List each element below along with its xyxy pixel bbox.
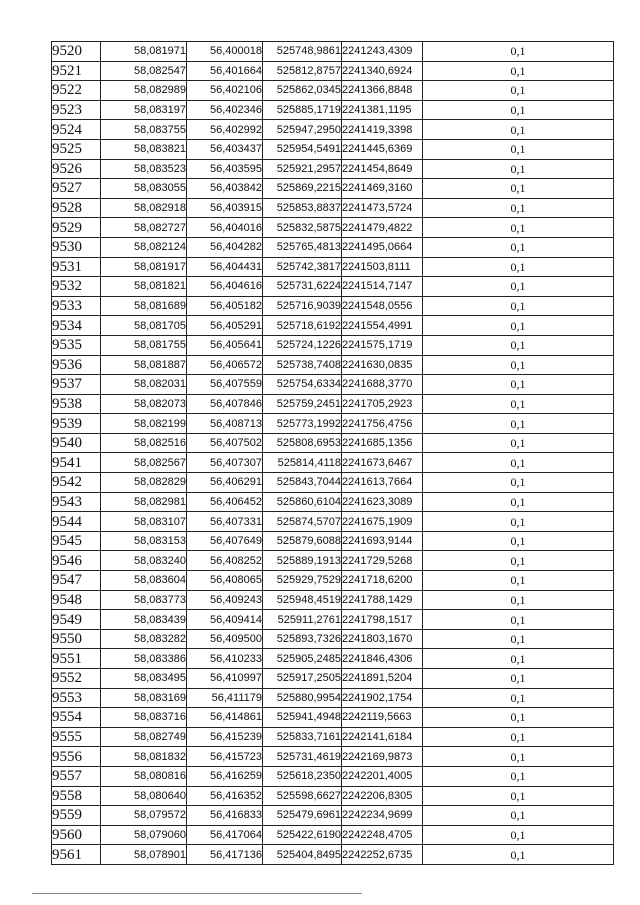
point-number-cell: 9542 (52, 473, 101, 493)
point-number-cell: 9544 (52, 512, 101, 532)
y-coordinate-cell: 2241846,4306 (342, 649, 423, 669)
table-row (52, 139, 614, 159)
y-coordinate-cell: 2241479,4822 (342, 218, 423, 238)
longitude-cell: 56,417064 (187, 825, 263, 845)
latitude-cell: 58,081755 (101, 335, 187, 355)
longitude-cell: 56,402992 (187, 120, 263, 140)
accuracy-cell: 0,1 (423, 237, 614, 257)
accuracy-cell: 0,1 (423, 316, 614, 336)
longitude-cell: 56,405641 (187, 335, 263, 355)
y-coordinate-cell: 2241803,1670 (342, 629, 423, 649)
table-row (52, 394, 614, 414)
accuracy-cell: 0,1 (423, 375, 614, 395)
x-coordinate-cell: 525833,7161 (263, 727, 342, 747)
y-coordinate-cell: 2242169,9873 (342, 747, 423, 767)
y-coordinate-cell: 2241469,3160 (342, 179, 423, 199)
y-coordinate-cell: 2241705,2923 (342, 394, 423, 414)
x-coordinate-cell: 525812,8757 (263, 61, 342, 81)
latitude-cell: 58,081821 (101, 277, 187, 297)
y-coordinate-cell: 2241554,4991 (342, 316, 423, 336)
longitude-cell: 56,403915 (187, 198, 263, 218)
table-row (52, 335, 614, 355)
table-row (52, 669, 614, 689)
longitude-cell: 56,406291 (187, 473, 263, 493)
table-row (52, 316, 614, 336)
accuracy-cell: 0,1 (423, 747, 614, 767)
y-coordinate-cell: 2241548,0556 (342, 296, 423, 316)
latitude-cell: 58,082989 (101, 81, 187, 101)
latitude-cell: 58,083282 (101, 629, 187, 649)
table-row (52, 414, 614, 434)
latitude-cell: 58,083821 (101, 139, 187, 159)
x-coordinate-cell: 525941,4948 (263, 708, 342, 728)
point-number-cell: 9540 (52, 433, 101, 453)
accuracy-cell: 0,1 (423, 433, 614, 453)
point-number-cell: 9554 (52, 708, 101, 728)
x-coordinate-cell: 525754,6334 (263, 375, 342, 395)
accuracy-cell: 0,1 (423, 512, 614, 532)
accuracy-cell: 0,1 (423, 571, 614, 591)
table-row (52, 61, 614, 81)
longitude-cell: 56,408252 (187, 551, 263, 571)
accuracy-cell: 0,1 (423, 218, 614, 238)
longitude-cell: 56,405182 (187, 296, 263, 316)
point-number-cell: 9521 (52, 61, 101, 81)
y-coordinate-cell: 2241419,3398 (342, 120, 423, 140)
y-coordinate-cell: 2241630,0835 (342, 355, 423, 375)
table-row (52, 120, 614, 140)
longitude-cell: 56,408713 (187, 414, 263, 434)
latitude-cell: 58,083386 (101, 649, 187, 669)
y-coordinate-cell: 2241685,1356 (342, 433, 423, 453)
table-row (52, 81, 614, 101)
point-number-cell: 9530 (52, 237, 101, 257)
point-number-cell: 9541 (52, 453, 101, 473)
y-coordinate-cell: 2241613,7664 (342, 473, 423, 493)
longitude-cell: 56,407307 (187, 453, 263, 473)
x-coordinate-cell: 525954,5491 (263, 139, 342, 159)
longitude-cell: 56,415723 (187, 747, 263, 767)
point-number-cell: 9532 (52, 277, 101, 297)
y-coordinate-cell: 2241756,4756 (342, 414, 423, 434)
latitude-cell: 58,083495 (101, 669, 187, 689)
latitude-cell: 58,081917 (101, 257, 187, 277)
table-row (52, 747, 614, 767)
longitude-cell: 56,407846 (187, 394, 263, 414)
y-coordinate-cell: 2241718,6200 (342, 571, 423, 591)
x-coordinate-cell: 525879,6088 (263, 531, 342, 551)
point-number-cell: 9552 (52, 669, 101, 689)
latitude-cell: 58,080640 (101, 786, 187, 806)
table-row (52, 708, 614, 728)
longitude-cell: 56,402346 (187, 100, 263, 120)
accuracy-cell: 0,1 (423, 120, 614, 140)
point-number-cell: 9559 (52, 806, 101, 826)
y-coordinate-cell: 2242234,9699 (342, 806, 423, 826)
longitude-cell: 56,416352 (187, 786, 263, 806)
accuracy-cell: 0,1 (423, 473, 614, 493)
x-coordinate-cell: 525404,8495 (263, 845, 342, 865)
point-number-cell: 9558 (52, 786, 101, 806)
latitude-cell: 58,081832 (101, 747, 187, 767)
y-coordinate-cell: 2241243,4309 (342, 42, 423, 62)
accuracy-cell: 0,1 (423, 139, 614, 159)
point-number-cell: 9522 (52, 81, 101, 101)
table-row (52, 473, 614, 493)
point-number-cell: 9527 (52, 179, 101, 199)
longitude-cell: 56,407331 (187, 512, 263, 532)
x-coordinate-cell: 525885,1719 (263, 100, 342, 120)
accuracy-cell: 0,1 (423, 590, 614, 610)
point-number-cell: 9560 (52, 825, 101, 845)
x-coordinate-cell: 525808,6953 (263, 433, 342, 453)
y-coordinate-cell: 2242119,5663 (342, 708, 423, 728)
x-coordinate-cell: 525843,7044 (263, 473, 342, 493)
point-number-cell: 9550 (52, 629, 101, 649)
x-coordinate-cell: 525718,6192 (263, 316, 342, 336)
x-coordinate-cell: 525862,0345 (263, 81, 342, 101)
accuracy-cell: 0,1 (423, 649, 614, 669)
y-coordinate-cell: 2242248,4705 (342, 825, 423, 845)
y-coordinate-cell: 2241454,8649 (342, 159, 423, 179)
latitude-cell: 58,083716 (101, 708, 187, 728)
table-row (52, 257, 614, 277)
table-row (52, 571, 614, 591)
accuracy-cell: 0,1 (423, 806, 614, 826)
latitude-cell: 58,083055 (101, 179, 187, 199)
latitude-cell: 58,083523 (101, 159, 187, 179)
accuracy-cell: 0,1 (423, 100, 614, 120)
table-row (52, 355, 614, 375)
latitude-cell: 58,082031 (101, 375, 187, 395)
point-number-cell: 9534 (52, 316, 101, 336)
accuracy-cell: 0,1 (423, 414, 614, 434)
longitude-cell: 56,407649 (187, 531, 263, 551)
x-coordinate-cell: 525853,8837 (263, 198, 342, 218)
x-coordinate-cell: 525618,2350 (263, 766, 342, 786)
longitude-cell: 56,411179 (187, 688, 263, 708)
point-number-cell: 9523 (52, 100, 101, 120)
longitude-cell: 56,417136 (187, 845, 263, 865)
accuracy-cell: 0,1 (423, 492, 614, 512)
table-row (52, 551, 614, 571)
longitude-cell: 56,406572 (187, 355, 263, 375)
x-coordinate-cell: 525905,2485 (263, 649, 342, 669)
accuracy-cell: 0,1 (423, 257, 614, 277)
latitude-cell: 58,083604 (101, 571, 187, 591)
longitude-cell: 56,404282 (187, 237, 263, 257)
longitude-cell: 56,404431 (187, 257, 263, 277)
longitude-cell: 56,402106 (187, 81, 263, 101)
y-coordinate-cell: 2241340,6924 (342, 61, 423, 81)
x-coordinate-cell: 525917,2505 (263, 669, 342, 689)
table-row (52, 42, 614, 62)
longitude-cell: 56,416833 (187, 806, 263, 826)
accuracy-cell: 0,1 (423, 355, 614, 375)
point-number-cell: 9551 (52, 649, 101, 669)
accuracy-cell: 0,1 (423, 688, 614, 708)
y-coordinate-cell: 2241473,5724 (342, 198, 423, 218)
accuracy-cell: 0,1 (423, 296, 614, 316)
longitude-cell: 56,403842 (187, 179, 263, 199)
x-coordinate-cell: 525869,2215 (263, 179, 342, 199)
accuracy-cell: 0,1 (423, 335, 614, 355)
latitude-cell: 58,083197 (101, 100, 187, 120)
point-number-cell: 9520 (52, 42, 101, 62)
y-coordinate-cell: 2241381,1195 (342, 100, 423, 120)
point-number-cell: 9543 (52, 492, 101, 512)
accuracy-cell: 0,1 (423, 727, 614, 747)
longitude-cell: 56,400018 (187, 42, 263, 62)
table-row (52, 375, 614, 395)
point-number-cell: 9556 (52, 747, 101, 767)
accuracy-cell: 0,1 (423, 81, 614, 101)
longitude-cell: 56,403437 (187, 139, 263, 159)
latitude-cell: 58,081971 (101, 42, 187, 62)
accuracy-cell: 0,1 (423, 825, 614, 845)
table-row (52, 727, 614, 747)
x-coordinate-cell: 525832,5875 (263, 218, 342, 238)
y-coordinate-cell: 2241673,6467 (342, 453, 423, 473)
x-coordinate-cell: 525773,1992 (263, 414, 342, 434)
x-coordinate-cell: 525738,7408 (263, 355, 342, 375)
longitude-cell: 56,416259 (187, 766, 263, 786)
y-coordinate-cell: 2241798,1517 (342, 610, 423, 630)
latitude-cell: 58,082124 (101, 237, 187, 257)
point-number-cell: 9531 (52, 257, 101, 277)
y-coordinate-cell: 2242201,4005 (342, 766, 423, 786)
point-number-cell: 9529 (52, 218, 101, 238)
x-coordinate-cell: 525911,2761 (263, 610, 342, 630)
latitude-cell: 58,083773 (101, 590, 187, 610)
x-coordinate-cell: 525814,4118 (263, 453, 342, 473)
accuracy-cell: 0,1 (423, 198, 614, 218)
y-coordinate-cell: 2241445,6369 (342, 139, 423, 159)
longitude-cell: 56,404616 (187, 277, 263, 297)
accuracy-cell: 0,1 (423, 277, 614, 297)
y-coordinate-cell: 2241366,8848 (342, 81, 423, 101)
latitude-cell: 58,079060 (101, 825, 187, 845)
table-row (52, 159, 614, 179)
table-row (52, 100, 614, 120)
x-coordinate-cell: 525748,9861 (263, 42, 342, 62)
accuracy-cell: 0,1 (423, 453, 614, 473)
latitude-cell: 58,082749 (101, 727, 187, 747)
latitude-cell: 58,081689 (101, 296, 187, 316)
longitude-cell: 56,410233 (187, 649, 263, 669)
longitude-cell: 56,401664 (187, 61, 263, 81)
point-number-cell: 9528 (52, 198, 101, 218)
x-coordinate-cell: 525716,9039 (263, 296, 342, 316)
table-row (52, 786, 614, 806)
y-coordinate-cell: 2241503,8111 (342, 257, 423, 277)
x-coordinate-cell: 525479,6961 (263, 806, 342, 826)
y-coordinate-cell: 2241902,1754 (342, 688, 423, 708)
table-row (52, 296, 614, 316)
x-coordinate-cell: 525598,6627 (263, 786, 342, 806)
table-row (52, 492, 614, 512)
y-coordinate-cell: 2242206,8305 (342, 786, 423, 806)
coordinates-table-body (52, 42, 614, 865)
point-number-cell: 9539 (52, 414, 101, 434)
point-number-cell: 9561 (52, 845, 101, 865)
y-coordinate-cell: 2242252,6735 (342, 845, 423, 865)
y-coordinate-cell: 2241891,5204 (342, 669, 423, 689)
table-row (52, 590, 614, 610)
accuracy-cell: 0,1 (423, 669, 614, 689)
x-coordinate-cell: 525893,7326 (263, 629, 342, 649)
table-row (52, 610, 614, 630)
table-row (52, 433, 614, 453)
point-number-cell: 9526 (52, 159, 101, 179)
longitude-cell: 56,408065 (187, 571, 263, 591)
latitude-cell: 58,078901 (101, 845, 187, 865)
x-coordinate-cell: 525889,1913 (263, 551, 342, 571)
footer-rule (32, 893, 362, 894)
y-coordinate-cell: 2241575,1719 (342, 335, 423, 355)
latitude-cell: 58,083439 (101, 610, 187, 630)
table-row (52, 845, 614, 865)
x-coordinate-cell: 525422,6190 (263, 825, 342, 845)
coordinates-table (51, 41, 614, 865)
point-number-cell: 9555 (52, 727, 101, 747)
x-coordinate-cell: 525731,4619 (263, 747, 342, 767)
y-coordinate-cell: 2241788,1429 (342, 590, 423, 610)
longitude-cell: 56,410997 (187, 669, 263, 689)
point-number-cell: 9538 (52, 394, 101, 414)
x-coordinate-cell: 525929,7529 (263, 571, 342, 591)
longitude-cell: 56,414861 (187, 708, 263, 728)
longitude-cell: 56,409414 (187, 610, 263, 630)
accuracy-cell: 0,1 (423, 61, 614, 81)
accuracy-cell: 0,1 (423, 394, 614, 414)
y-coordinate-cell: 2241675,1909 (342, 512, 423, 532)
latitude-cell: 58,082727 (101, 218, 187, 238)
accuracy-cell: 0,1 (423, 845, 614, 865)
accuracy-cell: 0,1 (423, 708, 614, 728)
longitude-cell: 56,407502 (187, 433, 263, 453)
y-coordinate-cell: 2241693,9144 (342, 531, 423, 551)
x-coordinate-cell: 525880,9954 (263, 688, 342, 708)
accuracy-cell: 0,1 (423, 551, 614, 571)
point-number-cell: 9557 (52, 766, 101, 786)
accuracy-cell: 0,1 (423, 629, 614, 649)
accuracy-cell: 0,1 (423, 766, 614, 786)
point-number-cell: 9546 (52, 551, 101, 571)
accuracy-cell: 0,1 (423, 159, 614, 179)
longitude-cell: 56,406452 (187, 492, 263, 512)
x-coordinate-cell: 525742,3817 (263, 257, 342, 277)
latitude-cell: 58,083169 (101, 688, 187, 708)
longitude-cell: 56,409500 (187, 629, 263, 649)
x-coordinate-cell: 525874,5707 (263, 512, 342, 532)
y-coordinate-cell: 2241623,3089 (342, 492, 423, 512)
table-row (52, 179, 614, 199)
x-coordinate-cell: 525860,6104 (263, 492, 342, 512)
y-coordinate-cell: 2242141,6184 (342, 727, 423, 747)
x-coordinate-cell: 525759,2451 (263, 394, 342, 414)
accuracy-cell: 0,1 (423, 531, 614, 551)
table-row (52, 766, 614, 786)
latitude-cell: 58,083107 (101, 512, 187, 532)
table-row (52, 688, 614, 708)
point-number-cell: 9537 (52, 375, 101, 395)
latitude-cell: 58,082829 (101, 473, 187, 493)
accuracy-cell: 0,1 (423, 610, 614, 630)
point-number-cell: 9553 (52, 688, 101, 708)
x-coordinate-cell: 525724,1226 (263, 335, 342, 355)
latitude-cell: 58,080816 (101, 766, 187, 786)
x-coordinate-cell: 525948,4519 (263, 590, 342, 610)
accuracy-cell: 0,1 (423, 179, 614, 199)
latitude-cell: 58,082567 (101, 453, 187, 473)
y-coordinate-cell: 2241495,0664 (342, 237, 423, 257)
longitude-cell: 56,407559 (187, 375, 263, 395)
latitude-cell: 58,083755 (101, 120, 187, 140)
latitude-cell: 58,081705 (101, 316, 187, 336)
x-coordinate-cell: 525921,2957 (263, 159, 342, 179)
x-coordinate-cell: 525731,6224 (263, 277, 342, 297)
point-number-cell: 9547 (52, 571, 101, 591)
latitude-cell: 58,082918 (101, 198, 187, 218)
latitude-cell: 58,083153 (101, 531, 187, 551)
point-number-cell: 9545 (52, 531, 101, 551)
point-number-cell: 9525 (52, 139, 101, 159)
point-number-cell: 9535 (52, 335, 101, 355)
table-row (52, 237, 614, 257)
point-number-cell: 9533 (52, 296, 101, 316)
table-row (52, 806, 614, 826)
latitude-cell: 58,081887 (101, 355, 187, 375)
latitude-cell: 58,082547 (101, 61, 187, 81)
longitude-cell: 56,405291 (187, 316, 263, 336)
accuracy-cell: 0,1 (423, 42, 614, 62)
y-coordinate-cell: 2241514,7147 (342, 277, 423, 297)
latitude-cell: 58,083240 (101, 551, 187, 571)
x-coordinate-cell: 525765,4813 (263, 237, 342, 257)
longitude-cell: 56,403595 (187, 159, 263, 179)
table-row (52, 629, 614, 649)
x-coordinate-cell: 525947,2950 (263, 120, 342, 140)
table-row (52, 531, 614, 551)
latitude-cell: 58,082981 (101, 492, 187, 512)
point-number-cell: 9524 (52, 120, 101, 140)
longitude-cell: 56,409243 (187, 590, 263, 610)
table-row (52, 825, 614, 845)
latitude-cell: 58,082073 (101, 394, 187, 414)
point-number-cell: 9536 (52, 355, 101, 375)
table-row (52, 453, 614, 473)
latitude-cell: 58,082516 (101, 433, 187, 453)
point-number-cell: 9548 (52, 590, 101, 610)
table-row (52, 277, 614, 297)
table-row (52, 649, 614, 669)
y-coordinate-cell: 2241688,3770 (342, 375, 423, 395)
table-row (52, 218, 614, 238)
latitude-cell: 58,082199 (101, 414, 187, 434)
latitude-cell: 58,079572 (101, 806, 187, 826)
longitude-cell: 56,404016 (187, 218, 263, 238)
longitude-cell: 56,415239 (187, 727, 263, 747)
accuracy-cell: 0,1 (423, 786, 614, 806)
table-row (52, 198, 614, 218)
y-coordinate-cell: 2241729,5268 (342, 551, 423, 571)
table-row (52, 512, 614, 532)
point-number-cell: 9549 (52, 610, 101, 630)
